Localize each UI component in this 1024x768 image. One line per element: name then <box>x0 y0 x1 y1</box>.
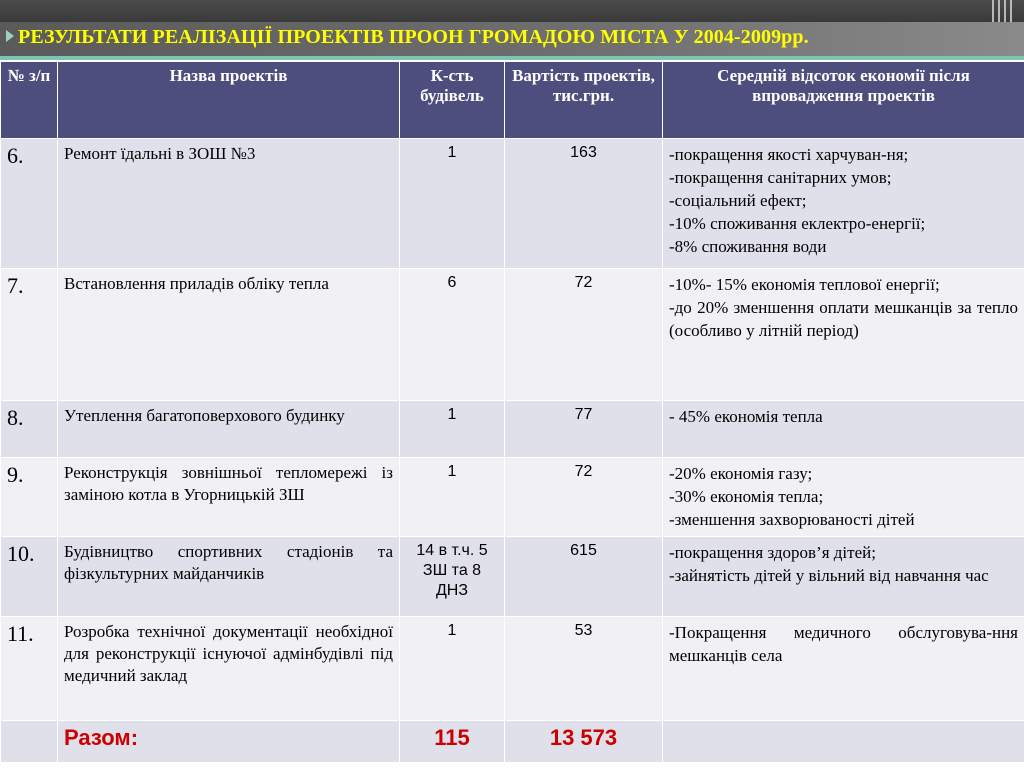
effect-line: -соціальний ефект; <box>669 191 807 210</box>
row-num: 8. <box>1 401 58 458</box>
row-cost: 77 <box>505 401 663 458</box>
row-effect <box>663 537 1024 617</box>
title-arrow-icon <box>6 30 14 42</box>
table-row <box>1 617 1024 721</box>
effect-line: -8% споживання води <box>669 237 827 256</box>
row-effect <box>663 269 1024 401</box>
row-num: 7. <box>1 269 58 401</box>
effect-line: -покращення якості харчуван-ня; <box>669 145 909 164</box>
row-num: 11. <box>1 617 58 721</box>
effect-line: -30% економія тепла; <box>669 487 824 506</box>
row-effect <box>663 617 1024 721</box>
row-name: Реконструкція зовнішньої тепломережі із заміною котла в Угорницькій ЗШ <box>58 458 400 537</box>
effect-line: -зайнятість дітей у вільний від навчання час <box>669 566 989 585</box>
effect-line: -10% споживання еклектро-енергії; <box>669 214 926 233</box>
row-qty: 1 <box>400 401 505 458</box>
header-effect: Середній відсоток економії після впровадження проектів <box>663 62 1024 139</box>
row-cost: 53 <box>505 617 663 721</box>
header-num: № з/п <box>1 62 58 139</box>
row-effect <box>663 458 1024 537</box>
effect-line: - 45% економія тепла <box>669 407 823 426</box>
table-row <box>1 269 1024 401</box>
row-cost: 163 <box>505 139 663 269</box>
effect-line: -зменшення захворюваності дітей <box>669 510 915 529</box>
effect-line: -покращення здоров’я дітей; <box>669 543 876 562</box>
row-name: Ремонт їдальні в ЗОШ №3 <box>58 139 400 269</box>
total-num <box>1 721 58 763</box>
row-effect <box>663 139 1024 269</box>
effect-line: -покращення санітарних умов; <box>669 168 892 187</box>
row-cost: 72 <box>505 458 663 537</box>
table-row <box>1 458 1024 537</box>
table-row <box>1 401 1024 458</box>
row-effect <box>663 401 1024 458</box>
table-row <box>1 139 1024 269</box>
table-row <box>1 537 1024 617</box>
effect-line: -20% економія газу; <box>669 464 813 483</box>
row-qty: 14 в т.ч. 5 ЗШ та 8 ДНЗ <box>400 537 505 617</box>
table-header-row <box>1 62 1024 139</box>
accent-line <box>0 56 1024 60</box>
total-cost: 13 573 <box>505 721 663 763</box>
row-name: Встановлення приладів обліку тепла <box>58 269 400 401</box>
header-qty: К-сть будівель <box>400 62 505 139</box>
header-cost: Вартість проектів, тис.грн. <box>505 62 663 139</box>
row-name: Розробка технічної документації необхідної для реконструкції існуючої адмінбудівлі під медичний заклад <box>58 617 400 721</box>
row-cost: 72 <box>505 269 663 401</box>
row-qty: 1 <box>400 139 505 269</box>
row-qty: 1 <box>400 617 505 721</box>
row-num: 10. <box>1 537 58 617</box>
row-num: 6. <box>1 139 58 269</box>
total-qty: 115 <box>400 721 505 763</box>
header-name: Назва проектів <box>58 62 400 139</box>
effect-line: -10%- 15% економія теплової енергії; <box>669 275 940 294</box>
row-qty: 6 <box>400 269 505 401</box>
total-effect <box>663 721 1024 763</box>
row-name: Утеплення багатоповерхового будинку <box>58 401 400 458</box>
row-num: 9. <box>1 458 58 537</box>
effect-line: -до 20% зменшення оплати мешканців за тепло (особливо у літній період) <box>669 298 1018 340</box>
effect-line: -Покращення медичного обслуговува-ння мешканців села <box>669 623 1018 665</box>
row-name: Будівництво спортивних стадіонів та фізкультурних майданчиків <box>58 537 400 617</box>
projects-table <box>0 61 1024 763</box>
slide-title: РЕЗУЛЬТАТИ РЕАЛІЗАЦІЇ ПРОЕКТІВ ПРООН ГРОМАДОЮ МІСТА У 2004-2009рр. <box>18 26 809 48</box>
top-bar <box>0 0 1024 22</box>
total-row <box>1 721 1024 763</box>
total-label: Разом: <box>58 721 400 763</box>
row-qty: 1 <box>400 458 505 537</box>
row-cost: 615 <box>505 537 663 617</box>
